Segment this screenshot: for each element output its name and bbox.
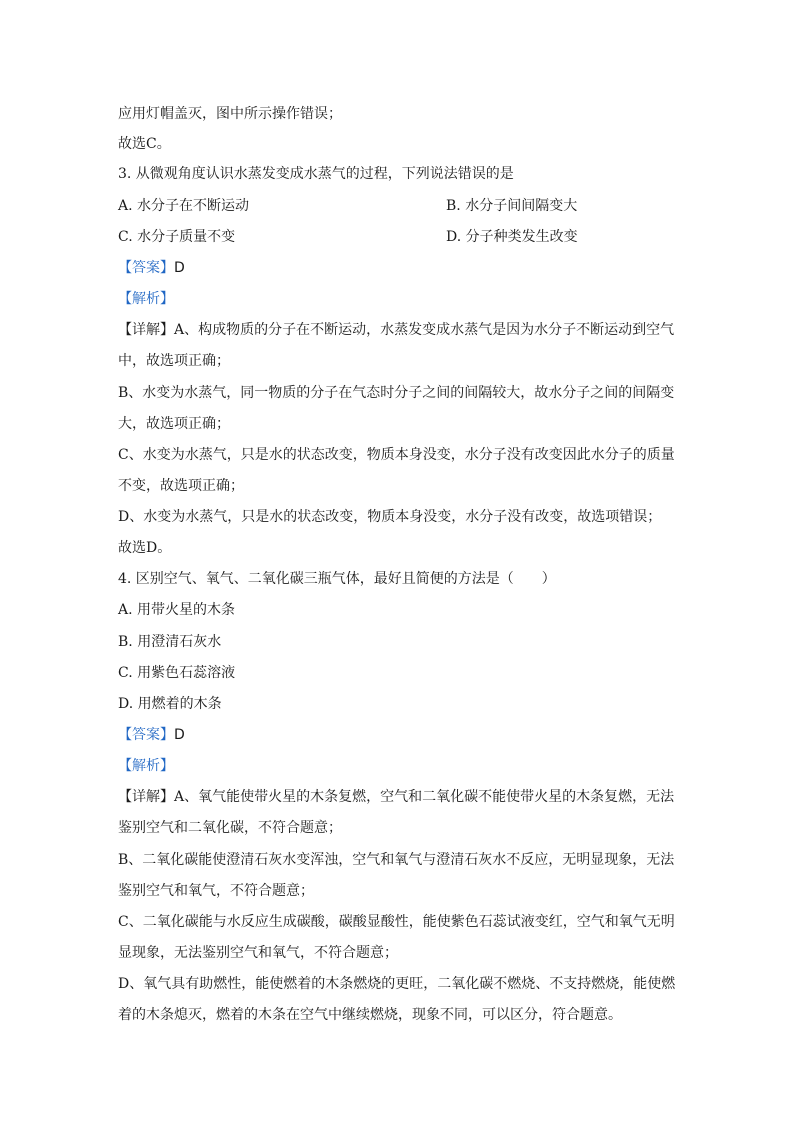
q3-detail-line: C、水变为水蒸气，只是水的状态改变，物质本身没变，水分子没有改变因此水分子的质量 [118,447,675,463]
q3-option-a: A. 水分子在不断运动 [118,198,250,214]
q3-detail-line: 中，故选项正确； [118,353,230,369]
q4-option-a: A. 用带火星的木条 [118,602,236,618]
q4-option-c: C. 用紫色石蕊溶液 [118,665,236,681]
q3-answer: 【答案】D [118,260,185,276]
prev-explanation-line: 应用灯帽盖灭，图中所示操作错误； [118,106,342,122]
detail-tag: 【详解】 [118,789,174,805]
q3-detail-line: 【详解】A、构成物质的分子在不断运动，水蒸发变成水蒸气是因为水分子不断运动到空气 [118,322,675,338]
q3-detail-line: D、水变为水蒸气，只是水的状态改变，物质本身没变，水分子没有改变，故选项错误； [118,509,662,525]
q4-detail-line: D、氧气具有助燃性，能使燃着的木条燃烧的更旺，二氧化碳不燃烧、不支持燃烧，能使燃 [118,976,676,992]
q4-detail-line: B、二氧化碳能使澄清石灰水变浑浊，空气和氧气与澄清石灰水不反应，无明显现象，无法 [118,852,675,868]
q4-detail-line: 显现象，无法鉴别空气和氧气，不符合题意； [118,945,398,961]
q4-analysis-heading: 【解析】 [118,758,174,774]
q3-option-b: B. 水分子间间隔变大 [446,198,578,214]
q4-detail-line: 【详解】A、氧气能使带火星的木条复燃，空气和二氧化碳不能使带火星的木条复燃，无法 [118,789,675,805]
q3-option-d: D. 分子种类发生改变 [446,229,578,245]
q3-analysis-heading: 【解析】 [118,291,174,307]
q4-option-d: D. 用燃着的木条 [118,696,222,712]
q4-stem: 4. 区别空气、氧气、二氧化碳三瓶气体，最好且简便的方法是（ ） [118,571,556,587]
q4-detail-line: C、二氧化碳能与水反应生成碳酸，碳酸显酸性，能使紫色石蕊试液变红，空气和氧气无明 [118,914,675,930]
q3-detail-line: 大，故选项正确； [118,416,230,432]
prev-choose-line: 故选C。 [118,136,171,152]
q3-option-c: C. 水分子质量不变 [118,229,236,245]
q3-choose-line: 故选D。 [118,540,172,556]
q4-detail-line: 着的木条熄灭，燃着的木条在空气中继续燃烧，现象不同，可以区分，符合题意。 [118,1007,622,1023]
q3-stem: 3. 从微观角度认识水蒸发变成水蒸气的过程，下列说法错误的是 [118,166,514,182]
q3-detail-line: 不变，故选项正确； [118,478,244,494]
q4-answer: 【答案】D [118,727,185,743]
detail-tag: 【详解】 [118,322,174,338]
q4-detail-line: 鉴别空气和氧气，不符合题意； [118,883,314,899]
q4-detail-line: 鉴别空气和二氧化碳，不符合题意； [118,820,342,836]
q3-detail-line: B、水变为水蒸气，同一物质的分子在气态时分子之间的间隔较大，故水分子之间的间隔变 [118,385,675,401]
q4-option-b: B. 用澄清石灰水 [118,634,222,650]
answer-tag: 【答案】 [118,260,174,276]
answer-tag: 【答案】 [118,727,174,743]
